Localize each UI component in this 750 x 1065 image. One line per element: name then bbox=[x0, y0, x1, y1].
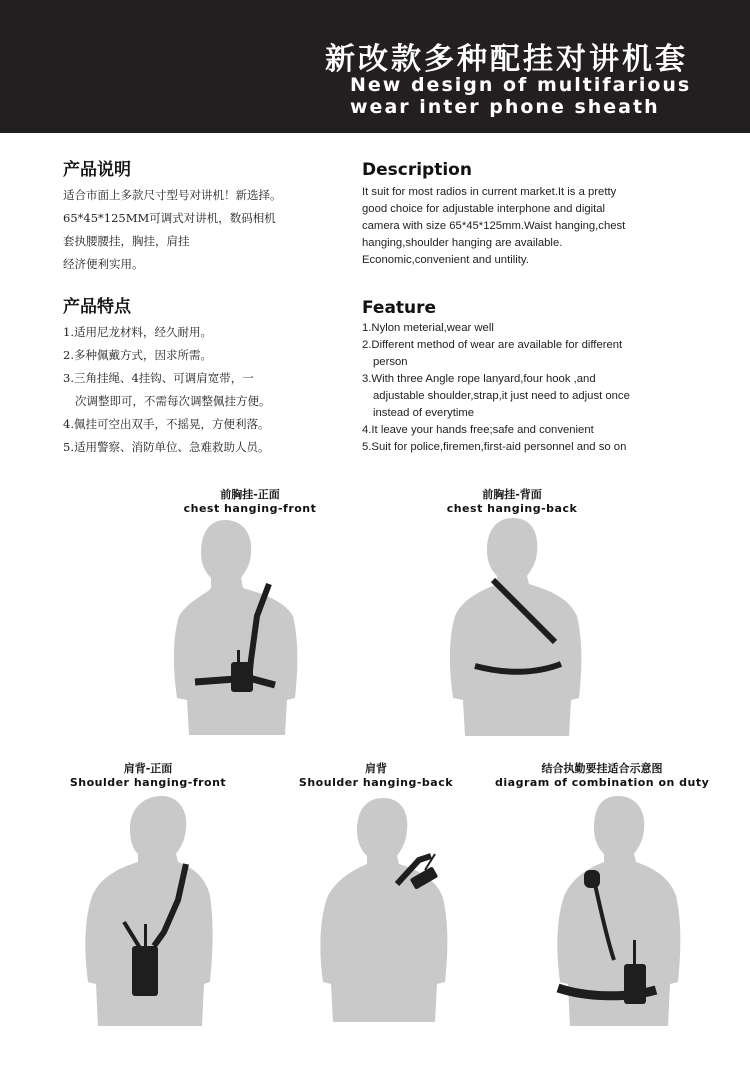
header-banner bbox=[0, 0, 750, 133]
shoulder-hanging-back-figure bbox=[315, 798, 455, 1022]
description-en bbox=[362, 160, 712, 269]
caption-cn: 前胸挂-背面 bbox=[482, 488, 542, 501]
figure-caption-combination bbox=[495, 760, 709, 789]
caption-en: diagram of combination on duty bbox=[495, 776, 710, 789]
caption-cn: 前胸挂-正面 bbox=[220, 488, 280, 501]
figure-caption-chest-back bbox=[440, 486, 584, 515]
features-cn-title: 产品特点 bbox=[63, 297, 131, 317]
caption-cn: 结合执勤要挂适合示意图 bbox=[541, 762, 663, 775]
figure-caption-shoulder-back bbox=[296, 760, 456, 789]
title-cn: 新改款多种配挂对讲机套 bbox=[325, 42, 688, 77]
features-cn-line: 次调整即可，不需每次调整佩挂方便。 bbox=[75, 394, 271, 408]
features-en-line: person bbox=[373, 356, 408, 368]
features-en-line: instead of everytime bbox=[373, 407, 475, 419]
features-en-line: 1.Nylon meterial,wear well bbox=[362, 322, 494, 334]
caption-cn: 肩背 bbox=[365, 762, 387, 775]
title-en-line2: wear inter phone sheath bbox=[350, 96, 660, 118]
combination-on-duty-figure bbox=[548, 796, 688, 1026]
caption-en: chest hanging-front bbox=[183, 502, 317, 515]
features-en-line: 4.It leave your hands free;safe and convenient bbox=[362, 424, 594, 436]
description-en-line: good choice for adjustable interphone and digital bbox=[362, 203, 606, 215]
description-en-line: It suit for most radios in current market.It is a pretty bbox=[362, 186, 617, 198]
description-cn-line: 套执腰腰挂，胸挂，肩挂 bbox=[63, 234, 190, 248]
description-en-line: hanging,shoulder hanging are available. bbox=[362, 237, 563, 249]
figure-caption-chest-front bbox=[168, 486, 332, 515]
description-cn bbox=[63, 155, 343, 276]
features-cn-line: 4.佩挂可空出双手，不摇晃，方便利落。 bbox=[63, 417, 270, 431]
description-cn-line: 65*45*125MM可调式对讲机，数码相机 bbox=[63, 211, 276, 225]
features-cn-line: 2.多种佩戴方式，因求所需。 bbox=[63, 348, 212, 362]
figure-caption-shoulder-front bbox=[68, 760, 228, 789]
features-en-line: 2.Different method of wear are available for different bbox=[362, 339, 623, 351]
caption-en: Shoulder hanging-front bbox=[69, 776, 227, 789]
features-en-line: 3.With three Angle rope lanyard,four hook ,and bbox=[362, 373, 596, 385]
chest-hanging-back-figure bbox=[445, 518, 585, 736]
caption-en: chest hanging-back bbox=[446, 502, 578, 515]
description-en-line: Economic,convenient and untility. bbox=[362, 254, 529, 266]
description-cn-line: 适合市面上多款尺寸型号对讲机！新选择。 bbox=[63, 188, 282, 202]
description-en-title: Description bbox=[362, 160, 472, 180]
features-en-title: Feature bbox=[362, 298, 437, 318]
features-cn-line: 5.适用警察、消防单位、急难救助人员。 bbox=[63, 440, 270, 454]
caption-cn: 肩背-正面 bbox=[123, 762, 173, 775]
features-en bbox=[362, 298, 712, 456]
features-en-line: adjustable shoulder,strap,it just need to adjust once bbox=[373, 390, 630, 402]
shoulder-hanging-front-figure bbox=[78, 796, 218, 1026]
features-cn-line: 3.三角挂绳、4挂钩、可调肩宽带，一 bbox=[63, 371, 254, 385]
description-cn-title: 产品说明 bbox=[63, 160, 131, 180]
title-en-line1: New design of multifarious bbox=[350, 74, 692, 96]
features-en-line: 5.Suit for police,firemen,first-aid personnel and so on bbox=[362, 441, 627, 453]
features-cn bbox=[63, 292, 343, 459]
features-cn-line: 1.适用尼龙材料，经久耐用。 bbox=[63, 325, 212, 339]
description-en-line: camera with size 65*45*125mm.Waist hanging,chest bbox=[362, 220, 626, 232]
description-cn-line: 经济便利实用。 bbox=[63, 257, 144, 271]
caption-en: Shoulder hanging-back bbox=[298, 776, 454, 789]
chest-hanging-front-figure bbox=[165, 520, 305, 735]
